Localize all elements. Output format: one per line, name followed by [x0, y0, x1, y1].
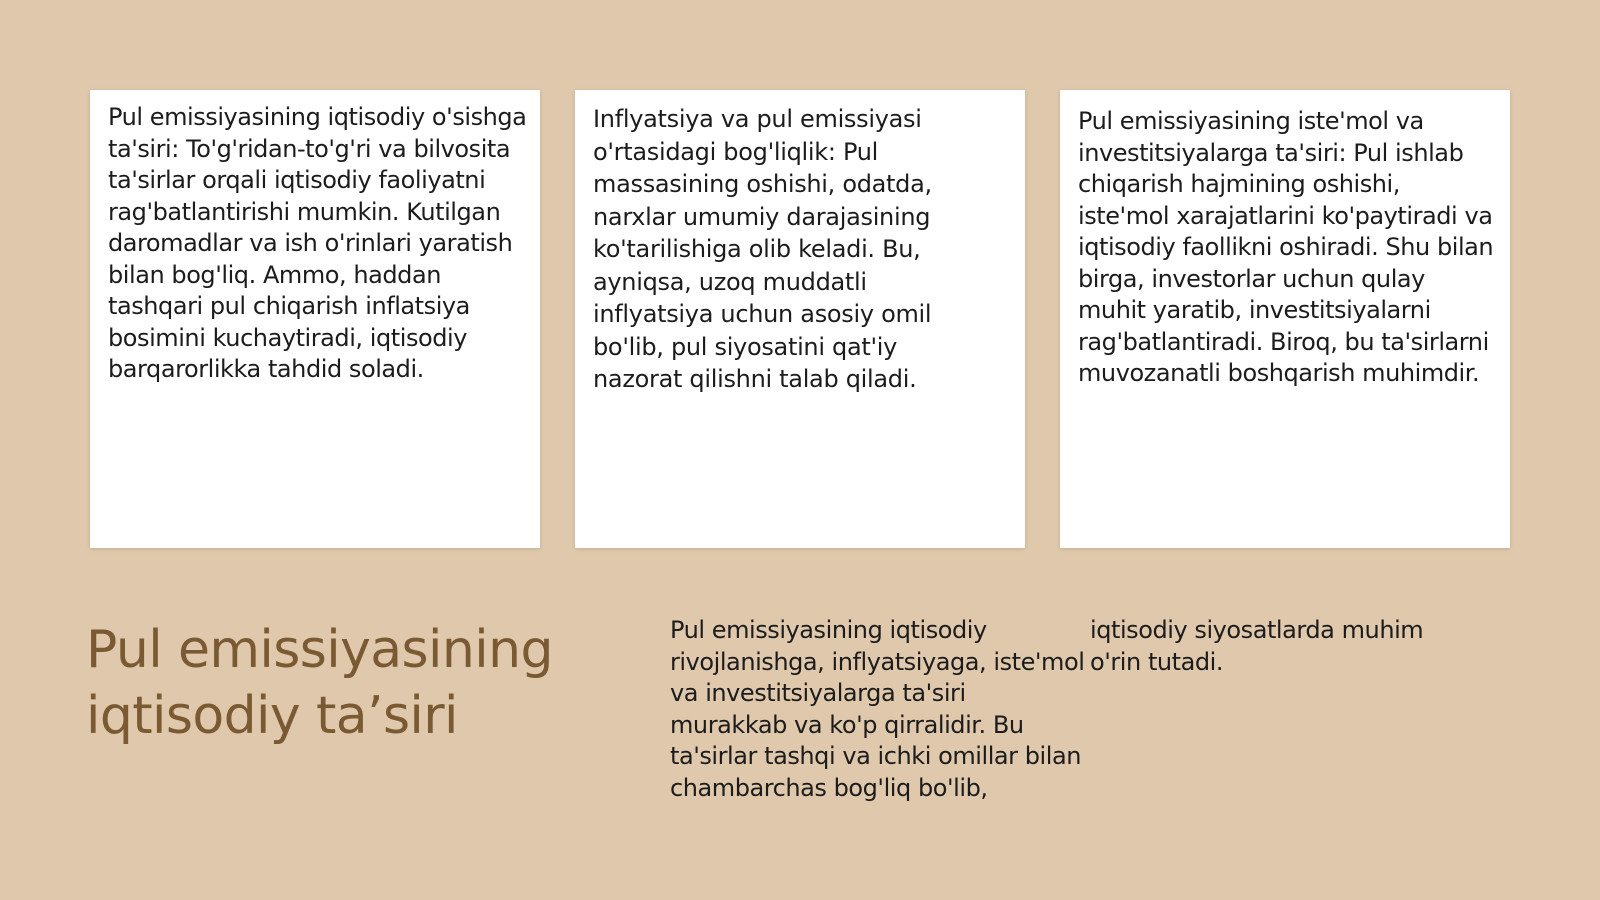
card-consumption-investment [1060, 90, 1510, 548]
card-text: Pul emissiyasining iqtisodiy o'sishga ta'siri: To'g'ridan-to'g'ri va bilvosita ta'sirlar orqali iqtisodiy faoliyatni rag'batlantirishi mumkin. Kutilgan daromadlar va ish o'rinlari yaratish bilan bog'liq. Ammo, haddan tashqari pul chiqarish inflatsiya bosimini kuchaytiradi, iqtisodiy barqarorlikka tahdid soladi. [108, 103, 527, 383]
card-text: Inflyatsiya va pul emissiyasi o'rtasidagi bog'liqlik: Pul massasining oshishi, odatda, narxlar umumiy darajasining ko'tarilishiga olib keladi. Bu, ayniqsa, uzoq muddatli inflyatsiya uchun asosiy omil bo'lib, pul siyosatini qat'iy nazorat qilishni talab qiladi. [593, 105, 932, 393]
slide-title: Pul emissiyasining iqtisodiy ta’siri [86, 620, 553, 746]
body-text-column-1: Pul emissiyasining iqtisodiy rivojlanishga, inflyatsiyaga, iste'mol va investitsiyalarga ta'siri murakkab va ko'p qirralidir. Bu ta'sirlar tashqi va ichki omillar bilan chambarchas bog'liq bo'lib, [670, 616, 1085, 802]
card-inflation [575, 90, 1025, 548]
card-economic-growth [90, 90, 540, 548]
card-text: Pul emissiyasining iste'mol va investitsiyalarga ta'siri: Pul ishlab chiqarish hajmining oshishi, iste'mol xarajatlarini ko'paytiradi va iqtisodiy faollikni oshiradi. Shu bilan birga, investorlar uchun qulay muhit yaratib, investitsiyalarni rag'batlantiradi. Biroq, bu ta'sirlarni muvozanatli boshqarish muhimdir. [1078, 107, 1494, 387]
body-text-column-2: iqtisodiy siyosatlarda muhim o'rin tutadi. [1090, 616, 1424, 676]
